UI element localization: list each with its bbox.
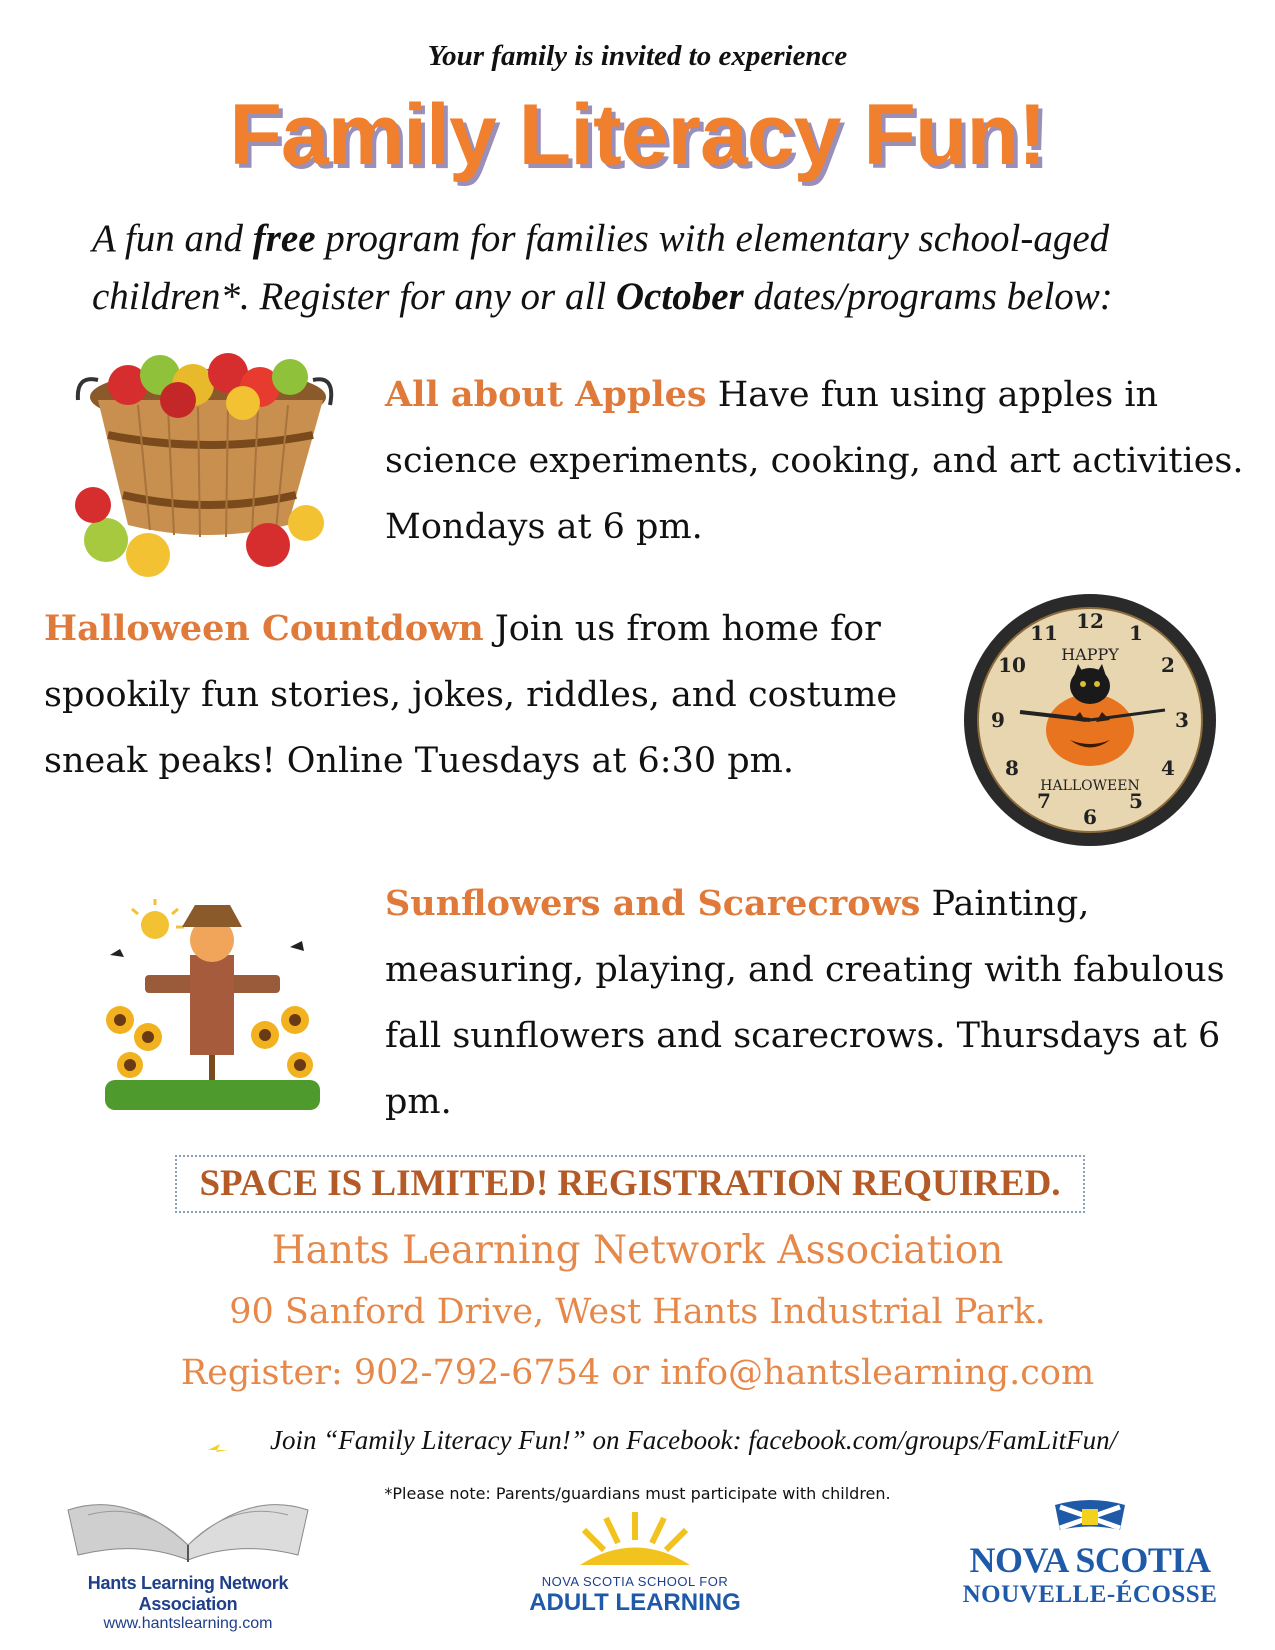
- clock-number-6: 6: [1083, 805, 1097, 829]
- ns-logo-line2: NOUVELLE-ÉCOSSE: [962, 1581, 1218, 1608]
- sunrise-icon: [570, 1510, 700, 1570]
- clock-number-1: 1: [1129, 621, 1143, 645]
- intro-text-1: A fun and: [92, 217, 253, 260]
- program-halloween-title: Halloween Countdown: [44, 608, 484, 649]
- scarecrow-sunflowers-image: [100, 885, 330, 1125]
- clock-number-12: 12: [1076, 609, 1104, 633]
- nova-scotia-flag-icon: [1050, 1495, 1130, 1535]
- intro-paragraph: [92, 210, 1212, 326]
- intro-free: free: [252, 217, 316, 260]
- intro-october: October: [615, 275, 744, 318]
- clock-number-8: 8: [1005, 756, 1019, 780]
- parents-note: *Please note: Parents/guardians must participate with children.: [384, 1484, 891, 1503]
- facebook-line: Join “Family Literacy Fun!” on Facebook: facebook.com/groups/FamLitFun/: [270, 1425, 1118, 1455]
- page-title: Family Literacy Fun!: [229, 87, 1046, 183]
- clock-number-4: 4: [1161, 756, 1175, 780]
- registration-notice: SPACE IS LIMITED! REGISTRATION REQUIRED.: [175, 1155, 1085, 1213]
- clock-number-7: 7: [1037, 789, 1051, 813]
- nsal-logo: [510, 1510, 760, 1630]
- program-halloween-description: Join us from home for spookily fun stories, jokes, riddles, and costume sneak peaks! Online Tuesdays at 6:30 pm.: [44, 609, 898, 781]
- ns-logo-line1: NOVA SCOTIA: [969, 1540, 1211, 1580]
- clock-halloween-text: HALLOWEEN: [1040, 778, 1140, 794]
- clock-number-10: 10: [998, 653, 1026, 677]
- program-sunflowers-description: Painting, measuring, playing, and creating with fabulous fall sunflowers and scarecrows. Thursdays at 6 pm.: [385, 884, 1225, 1122]
- clock-number-5: 5: [1129, 789, 1143, 813]
- nsal-logo-line2: ADULT LEARNING: [529, 1589, 741, 1616]
- open-book-icon: [58, 1430, 318, 1565]
- program-apples-title: All about Apples: [385, 374, 707, 415]
- org-name: Hants Learning Network Association: [271, 1228, 1004, 1273]
- org-address: 90 Sanford Drive, West Hants Industrial Park.: [229, 1292, 1046, 1332]
- invite-line: Your family is invited to experience: [427, 40, 848, 72]
- halloween-clock-image: [960, 590, 1220, 850]
- program-halloween: [44, 596, 944, 794]
- intro-text-2: program for families with elementary school-aged children*. Register for any or all: [92, 217, 1110, 318]
- hlna-logo: [38, 1430, 338, 1630]
- clock-happy-text: HAPPY: [1061, 645, 1119, 664]
- program-sunflowers-title: Sunflowers and Scarecrows: [385, 883, 921, 924]
- register-line: Register: 902-792-6754 or info@hantslearning.com: [180, 1353, 1095, 1393]
- program-apples: [385, 362, 1245, 560]
- apple-basket-image: [68, 345, 358, 585]
- clock-number-9: 9: [991, 708, 1005, 732]
- intro-text-3: dates/programs below:: [743, 275, 1113, 318]
- hlna-logo-name: Hants Learning Network Association: [87, 1573, 289, 1614]
- hlna-logo-url: www.hantslearning.com: [103, 1615, 273, 1632]
- clock-number-3: 3: [1175, 708, 1189, 732]
- program-sunflowers: [385, 871, 1245, 1135]
- clock-number-11: 11: [1030, 621, 1058, 645]
- nsal-logo-line1: NOVA SCOTIA SCHOOL FOR: [541, 1574, 729, 1589]
- nova-scotia-logo: [955, 1495, 1225, 1615]
- program-apples-description: Have fun using apples in science experiments, cooking, and art activities. Mondays at 6 pm.: [385, 375, 1244, 547]
- clock-number-2: 2: [1161, 653, 1175, 677]
